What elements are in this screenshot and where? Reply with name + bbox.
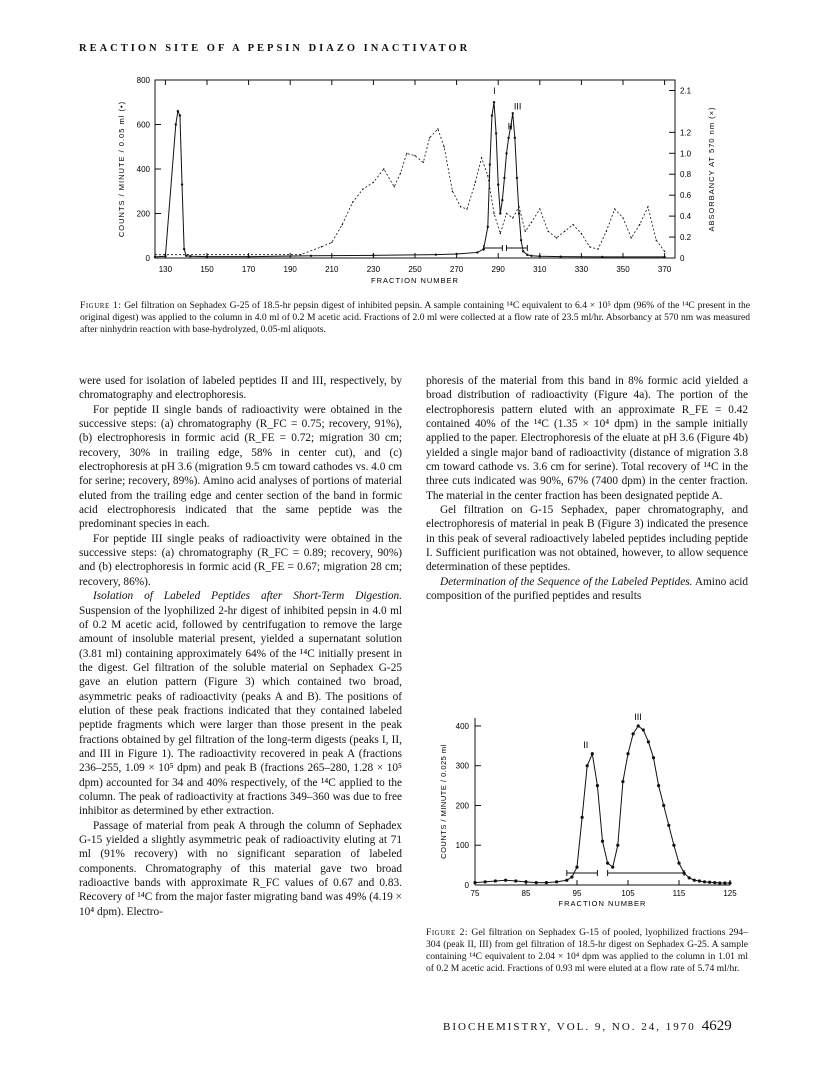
x-tick-label: 105 bbox=[621, 889, 635, 898]
x-tick-label: 310 bbox=[533, 265, 547, 274]
data-point bbox=[606, 862, 609, 865]
data-point bbox=[647, 206, 648, 207]
data-point bbox=[435, 253, 437, 255]
y-right-tick-label: 1.0 bbox=[680, 149, 692, 159]
x-tick-label: 350 bbox=[616, 265, 630, 274]
peak-label: III bbox=[513, 101, 522, 112]
paragraph bbox=[79, 819, 402, 919]
data-point bbox=[662, 804, 665, 807]
y-right-tick-label: 2.1 bbox=[680, 86, 692, 96]
y-tick-label: 200 bbox=[136, 209, 150, 219]
y-tick-label: 300 bbox=[455, 761, 469, 771]
data-point bbox=[437, 128, 438, 129]
data-point bbox=[677, 862, 680, 865]
y-tick-label: 100 bbox=[455, 841, 469, 851]
data-point bbox=[503, 177, 505, 179]
figure-2-chart bbox=[432, 700, 752, 925]
data-point bbox=[494, 879, 497, 882]
data-point bbox=[621, 780, 624, 783]
data-point bbox=[179, 114, 181, 116]
data-point bbox=[581, 233, 582, 234]
data-point bbox=[703, 880, 706, 883]
data-point bbox=[164, 255, 166, 257]
data-point bbox=[514, 879, 517, 882]
data-point bbox=[484, 880, 487, 883]
data-point bbox=[460, 206, 461, 207]
data-point bbox=[181, 183, 183, 185]
data-point bbox=[586, 764, 589, 767]
y-tick-label: 0 bbox=[145, 254, 150, 263]
data-point bbox=[693, 879, 696, 882]
data-point bbox=[723, 881, 726, 884]
data-point bbox=[300, 254, 301, 255]
data-point bbox=[596, 784, 599, 787]
data-point bbox=[383, 168, 384, 169]
paragraph bbox=[426, 374, 748, 503]
x-tick-label: 150 bbox=[200, 265, 214, 274]
paragraph bbox=[79, 532, 402, 589]
data-point bbox=[637, 724, 640, 727]
data-point bbox=[622, 217, 623, 218]
data-point bbox=[522, 250, 524, 252]
x-axis-label: FRACTION NUMBER bbox=[371, 276, 459, 285]
journal-citation: BIOCHEMISTRY, VOL. 9, NO. 24, 1970 bbox=[443, 1021, 696, 1033]
data-point bbox=[672, 844, 675, 847]
data-point bbox=[570, 875, 573, 878]
data-point bbox=[708, 881, 711, 884]
paragraph bbox=[426, 503, 748, 575]
data-point bbox=[539, 255, 541, 257]
x-tick-label: 125 bbox=[723, 889, 737, 898]
paragraph-text: Gel filtration on G-15 Sephadex, paper chromatography, and electrophoresis of material in peak B (Figure 3) indicated the presence in this peak of several radioactively labeled peptides including peptide I. Sufficient purification was not obtained, however, to allow sequence determination of these peptides. bbox=[426, 504, 748, 574]
y-tick-label: 400 bbox=[455, 721, 469, 731]
data-point bbox=[516, 177, 518, 179]
data-point bbox=[698, 879, 701, 882]
data-point bbox=[718, 881, 721, 884]
data-point bbox=[597, 248, 598, 249]
data-point bbox=[175, 123, 177, 125]
data-point bbox=[601, 840, 604, 843]
data-point bbox=[487, 226, 489, 228]
peak-label: III bbox=[634, 711, 642, 722]
paragraph-text: For peptide III single peaks of radioactivity were obtained in the successive steps: (a) chromatography (R_FC = 0.89; recovery, 90%) and (b) electrophoresis in formic acid (R_FE = 0.67; migration 28 cm; recovery, 86%). bbox=[79, 532, 402, 588]
data-point bbox=[177, 110, 179, 112]
data-point bbox=[154, 256, 156, 258]
data-point bbox=[514, 137, 516, 139]
data-point bbox=[507, 137, 509, 139]
peak-label: II bbox=[583, 739, 589, 750]
data-point bbox=[728, 881, 731, 884]
data-point bbox=[414, 155, 415, 156]
series-line bbox=[155, 129, 665, 255]
data-point bbox=[524, 880, 527, 883]
data-point bbox=[362, 188, 363, 189]
x-tick-label: 270 bbox=[449, 265, 464, 274]
data-point bbox=[616, 844, 619, 847]
data-point bbox=[476, 251, 478, 253]
figure-1-caption bbox=[80, 300, 750, 336]
x-tick-label: 95 bbox=[572, 889, 582, 898]
data-point bbox=[504, 879, 507, 882]
paragraph-text: were used for isolation of labeled peptides II and III, respectively, by chromatography and electrophoresis. bbox=[79, 375, 402, 402]
data-point bbox=[499, 212, 501, 214]
figure-2-caption-label: Figure 2: bbox=[426, 927, 469, 938]
data-point bbox=[489, 163, 491, 165]
page-footer bbox=[443, 1018, 732, 1035]
x-tick-label: 290 bbox=[491, 265, 505, 274]
figure-2-caption-text: Gel filtration on Sephadex G-15 of pooled, lyophilized fractions 294–304 (peak II, III) from gel filtration of 18.5-hr digest on Sephadex G-25. A sample containing ¹⁴C equivalent to 2.04 × 10⁴ dpm was applied to the column in 1.01 ml of 0.2 M acetic acid. Fractions of 0.93 ml were eluted at a flow rate of 5.74 ml/hr. bbox=[426, 927, 749, 974]
y-right-tick-label: 0.2 bbox=[680, 233, 692, 243]
data-point bbox=[539, 208, 540, 209]
paragraph bbox=[79, 589, 402, 819]
data-point bbox=[572, 224, 573, 225]
data-point bbox=[183, 248, 185, 250]
paragraph bbox=[79, 403, 402, 532]
data-point bbox=[206, 255, 208, 257]
data-point bbox=[491, 114, 493, 116]
data-point bbox=[321, 246, 322, 247]
data-point bbox=[487, 175, 488, 176]
data-point bbox=[525, 231, 526, 232]
data-point bbox=[565, 879, 568, 882]
data-point bbox=[495, 132, 497, 134]
series-line bbox=[475, 726, 730, 883]
section-heading: Isolation of Labeled Peptides after Short-Term Digestion. bbox=[93, 590, 402, 603]
data-point bbox=[520, 239, 522, 241]
x-tick-label: 250 bbox=[408, 265, 422, 274]
left-column-text bbox=[79, 374, 402, 919]
paragraph-text: Amino acid composition of the purified peptides and results bbox=[426, 575, 749, 603]
x-tick-label: 330 bbox=[574, 265, 589, 274]
data-point bbox=[455, 253, 457, 255]
section-heading: Determination of the Sequence of the Labeled Peptides. bbox=[440, 575, 693, 588]
page-number: 4629 bbox=[701, 1018, 732, 1034]
x-tick-label: 230 bbox=[366, 265, 381, 274]
data-point bbox=[614, 208, 615, 209]
data-point bbox=[429, 137, 430, 138]
data-point bbox=[667, 824, 670, 827]
data-point bbox=[555, 880, 558, 883]
data-point bbox=[512, 112, 514, 114]
figure-2-caption bbox=[426, 927, 748, 975]
data-point bbox=[342, 224, 343, 225]
data-point bbox=[506, 213, 507, 214]
data-point bbox=[591, 752, 594, 755]
data-point bbox=[581, 816, 584, 819]
y-right-axis-label: ABSORBANCY AT 570 nm (×) bbox=[707, 106, 716, 232]
data-point bbox=[647, 740, 650, 743]
data-point bbox=[547, 231, 548, 232]
x-tick-label: 190 bbox=[283, 265, 297, 274]
data-point bbox=[406, 153, 407, 154]
y-right-tick-label: 0.8 bbox=[680, 170, 692, 180]
x-tick-label: 210 bbox=[325, 265, 339, 274]
data-point bbox=[606, 231, 607, 232]
right-column-text bbox=[426, 374, 748, 604]
data-point bbox=[639, 224, 640, 225]
paragraph-text: phoresis of the material from this band in 8% formic acid yielded a broad distribution of radioactivity (Figure 4a). The portion of the electrophoresis pattern eluted with an approximate R_FE = 0.42 contained 40% of the ¹⁴C (1.35 × 10⁴ dpm) in the sample initially applied to the paper. Electrophoresis of the eluate at pH 3.6 (Figure 4b) yielded a single major band of radioactivity (distance of migration 3.8 cm toward cathode vs. 3.6 cm for serine). Total recovery of ¹⁴C in the three cuts indicated was 90%, 67% (7400 dpm) in the center fraction. The material in the center fraction has been designated peptide A. bbox=[426, 375, 748, 502]
y-tick-label: 800 bbox=[136, 76, 150, 85]
y-axis-label: COUNTS / MINUTE / 0.05 ml (•) bbox=[117, 100, 126, 238]
x-tick-label: 170 bbox=[241, 265, 256, 274]
data-point bbox=[501, 199, 503, 201]
data-point bbox=[505, 152, 507, 154]
data-point bbox=[512, 217, 513, 218]
y-right-tick-label: 1.2 bbox=[680, 128, 692, 138]
x-axis-label: FRACTION NUMBER bbox=[558, 899, 647, 908]
data-point bbox=[713, 881, 716, 884]
data-point bbox=[545, 881, 548, 884]
figure-1-caption-label: Figure 1: bbox=[80, 300, 122, 311]
data-point bbox=[352, 202, 353, 203]
data-point bbox=[373, 182, 374, 183]
data-point bbox=[664, 251, 665, 252]
data-point bbox=[632, 732, 635, 735]
peak-label: II bbox=[507, 121, 513, 132]
data-point bbox=[611, 866, 614, 869]
y-right-tick-label: 0.4 bbox=[680, 212, 692, 222]
data-point bbox=[531, 222, 532, 223]
x-tick-label: 130 bbox=[158, 265, 173, 274]
data-point bbox=[631, 237, 632, 238]
paragraph-text: For peptide II single bands of radioactivity were obtained in the successive steps: (a) chromatography (R_FC = 0.75; recovery, 91%), (b) electrophoresis in formic acid (R_FE = 0.72; migration 30 cm; recovery, 30% in trailing edge, 58% in center cut), and (c) electrophoresis at pH 3.6 (migration 9.5 cm toward cathodes vs. 4.0 cm for serine; recovery, 89%). Amino acid analyses of portions of material eluted from the trailing edge and center section of the band in formic acid electrophoresis indicated that the same peptide was the predominant species in each. bbox=[79, 403, 402, 531]
data-point bbox=[497, 183, 499, 185]
peak-label: I bbox=[493, 85, 496, 96]
x-tick-label: 115 bbox=[672, 889, 686, 898]
y-tick-label: 600 bbox=[136, 120, 150, 130]
y-tick-label: 200 bbox=[455, 801, 469, 811]
data-point bbox=[518, 206, 519, 207]
y-right-tick-label: 0.6 bbox=[680, 191, 692, 201]
data-point bbox=[466, 208, 467, 209]
y-tick-label: 400 bbox=[136, 165, 150, 174]
data-point bbox=[400, 173, 401, 174]
x-tick-label: 85 bbox=[521, 889, 531, 898]
data-point bbox=[423, 162, 424, 163]
data-point bbox=[564, 231, 565, 232]
data-point bbox=[559, 255, 561, 257]
data-point bbox=[626, 752, 629, 755]
data-point bbox=[526, 254, 528, 256]
data-point bbox=[601, 256, 603, 258]
data-point bbox=[372, 254, 374, 256]
data-point bbox=[481, 157, 482, 158]
data-point bbox=[688, 876, 691, 879]
data-point bbox=[575, 866, 578, 869]
data-point bbox=[452, 191, 453, 192]
x-tick-label: 370 bbox=[657, 265, 672, 274]
paragraph bbox=[79, 374, 402, 403]
data-point bbox=[493, 101, 495, 103]
data-point bbox=[493, 213, 494, 214]
x-tick-label: 75 bbox=[470, 889, 480, 898]
data-point bbox=[310, 255, 312, 257]
series-line bbox=[155, 102, 665, 257]
data-point bbox=[663, 256, 665, 258]
data-point bbox=[500, 233, 501, 234]
data-point bbox=[589, 246, 590, 247]
y-axis-label: COUNTS / MINUTE / 0.025 ml bbox=[439, 744, 448, 859]
data-point bbox=[642, 728, 645, 731]
data-point bbox=[556, 237, 557, 238]
data-point bbox=[247, 255, 249, 257]
data-point bbox=[154, 254, 155, 255]
y-tick-label: 0 bbox=[464, 881, 469, 890]
running-head: REACTION SITE OF A PEPSIN DIAZO INACTIVATOR bbox=[79, 43, 471, 54]
data-point bbox=[518, 212, 520, 214]
data-point bbox=[189, 255, 191, 257]
paragraph bbox=[426, 575, 748, 604]
figure-1-chart bbox=[110, 75, 730, 300]
data-point bbox=[652, 756, 655, 759]
data-point bbox=[473, 881, 476, 884]
data-point bbox=[656, 240, 657, 241]
data-point bbox=[394, 186, 395, 187]
plot-frame bbox=[155, 80, 675, 258]
data-point bbox=[475, 182, 476, 183]
data-point bbox=[530, 255, 532, 257]
paragraph-text: Suspension of the lyophilized 2-hr digest of inhibited pepsin in 4.0 ml of 0.2 M acetic acid, followed by centrifugation to remove the large amount of insoluble material present, yielded a supernatant solution (3.81 ml) containing approximately 64% of the ¹⁴C initially present in the digest. Gel filtration of the soluble material on Sephadex G-25 gave an elution pattern (Figure 3) which contained two broad, asymmetric peaks of radioactivity (peaks A and B). The positions of elution of these peak fractions indicated that they contained labeled peptide fragments which were larger than those present in the peak fractions obtained by gel filtration of the long-term digests (peaks I, II, and III in Figure 1). The radioactivity recovered in peak A (fractions 236–255, 1.09 × 10⁵ dpm) and peak B (fractions 265–280, 1.28 × 10⁵ dpm) accounted for 34 and 40% respectively, of the ¹⁴C applied to the column. The peak of radioactivity at fractions 349–360 was due to free inhibitor as determined by ether extraction. bbox=[79, 604, 402, 818]
data-point bbox=[443, 146, 444, 147]
data-point bbox=[331, 242, 332, 243]
figure-1-caption-text: Gel filtration on Sephadex G-25 of 18.5-hr pepsin digest of inhibited pepsin. A sample containing ¹⁴C equivalent to 6.4 × 10⁵ dpm (96% of the ¹⁴C present in the original digest) was applied to the column in 4.0 ml of 0.2 M acetic acid. Fractions of 2.0 ml were collected at a flow rate of 23.5 ml/hr. Absorbancy at 570 nm was measured after ninhydrin reaction with base-hydrolyzed, 0.05-ml aliquots. bbox=[80, 300, 750, 335]
paragraph-text: Passage of material from peak A through the column of Sephadex G-15 yielded a slightly asymmetric peak of radioactivity eluting at 71 ml (91% recovery) with no significant separation of labeled components. Chromatography of this material gave two broad radioactive bands with approximate R_FC values of 0.67 and 0.83. Recovery of ¹⁴C from the major faster migrating band was 49% (4.19 × 10⁴ dpm). Electro- bbox=[79, 819, 402, 918]
data-point bbox=[657, 784, 660, 787]
data-point bbox=[535, 881, 538, 884]
y-right-tick-label: 0 bbox=[680, 254, 685, 263]
